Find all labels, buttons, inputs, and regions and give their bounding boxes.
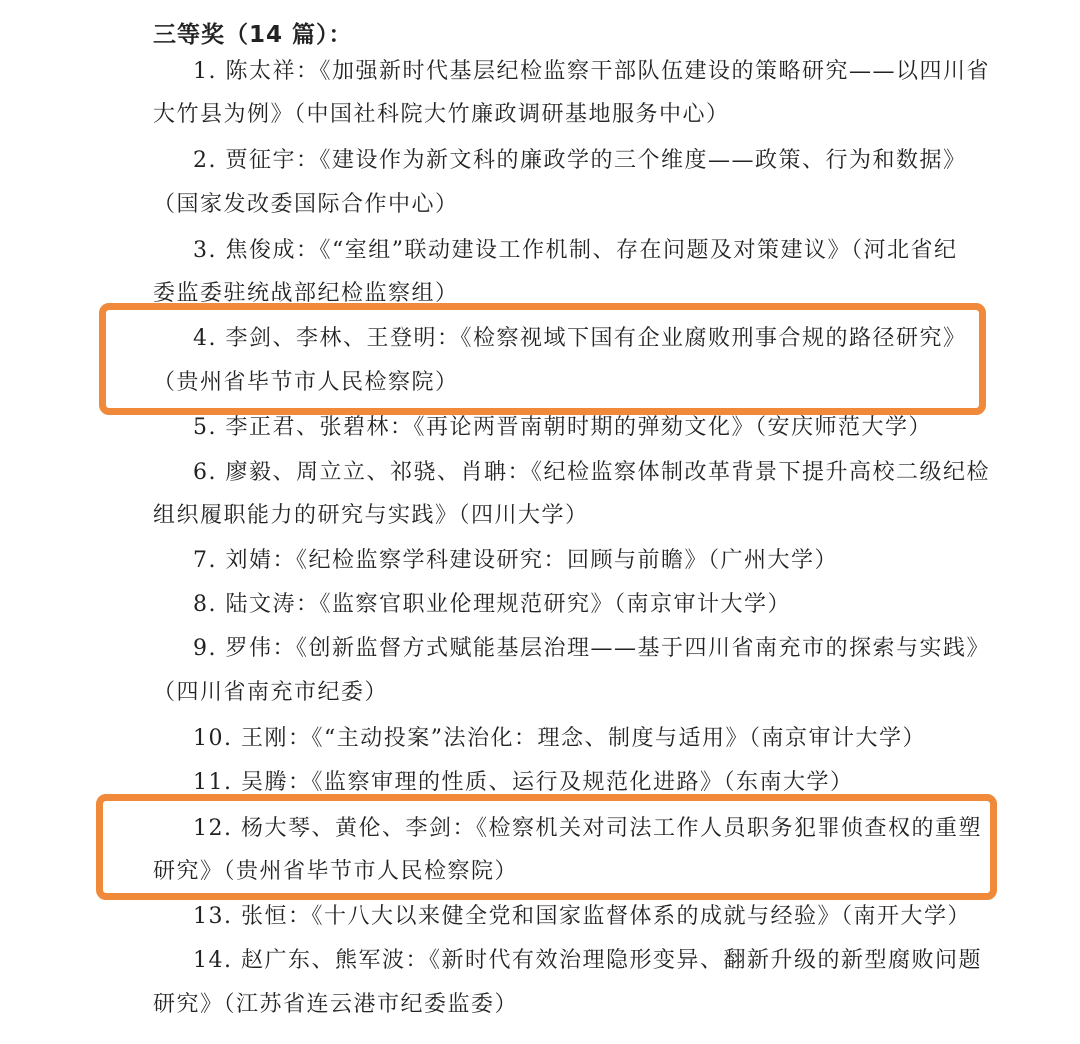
entry-3-line-2: 委监委驻统战部纪检监察组） <box>153 281 459 306</box>
entry-13-line-1: 13. 张恒：《十八大以来健全党和国家监督体系的成就与经验》（南开大学） <box>193 904 971 929</box>
entry-2-line-2: （国家发改委国际合作中心） <box>153 192 459 217</box>
highlight-box-entry-12 <box>96 794 997 900</box>
entry-12-line-2: 研究》（贵州省毕节市人民检察院） <box>153 859 519 884</box>
section-title: 三等奖（14 篇）： <box>153 22 353 48</box>
entry-6-line-2: 组织履职能力的研究与实践》（四川大学） <box>153 503 589 528</box>
entry-14-line-2: 研究》（江苏省连云港市纪委监委） <box>153 992 519 1017</box>
entry-11-line-1: 11. 吴腾：《监察审理的性质、运行及规范化进路》（东南大学） <box>193 770 854 795</box>
entry-9-line-1: 9. 罗伟：《创新监督方式赋能基层治理——基于四川省南充市的探索与实践》 <box>193 636 990 661</box>
entry-9-line-2: （四川省南充市纪委） <box>153 680 389 705</box>
entry-14-line-1: 14. 赵广东、熊军波：《新时代有效治理隐形变异、翻新升级的新型腐败问题 <box>193 948 982 973</box>
highlight-box-entry-4 <box>99 303 986 415</box>
entry-7-line-1: 7. 刘婧：《纪检监察学科建设研究：回顾与前瞻》（广州大学） <box>193 548 838 573</box>
entry-6-line-1: 6. 廖毅、周立立、祁骁、肖聃：《纪检监察体制改革背景下提升高校二级纪检 <box>193 460 990 485</box>
entry-5-line-1: 5. 李正君、张碧林：《再论两晋南朝时期的弹劾文化》（安庆师范大学） <box>193 415 932 440</box>
entry-1-line-2: 大竹县为例》（中国社科院大竹廉政调研基地服务中心） <box>153 102 730 127</box>
entry-4-line-1: 4. 李剑、李林、王登明：《检察视域下国有企业腐败刑事合规的路径研究》 <box>193 326 967 351</box>
entry-12-line-1: 12. 杨大琴、黄伦、李剑：《检察机关对司法工作人员职务犯罪侦查权的重塑 <box>193 816 982 841</box>
entry-10-line-1: 10. 王刚：《“主动投案”法治化：理念、制度与适用》（南京审计大学） <box>193 726 926 751</box>
entry-8-line-1: 8. 陆文涛：《监察官职业伦理规范研究》（南京审计大学） <box>193 592 791 617</box>
entry-4-line-2: （贵州省毕节市人民检察院） <box>153 370 459 395</box>
entry-1-line-1: 1. 陈太祥：《加强新时代基层纪检监察干部队伍建设的策略研究——以四川省 <box>193 59 990 84</box>
entry-3-line-1: 3. 焦俊成：《“室组”联动建设工作机制、存在问题及对策建议》（河北省纪 <box>193 238 958 263</box>
entry-2-line-1: 2. 贾征宇：《建设作为新文科的廉政学的三个维度——政策、行为和数据》 <box>193 148 967 173</box>
